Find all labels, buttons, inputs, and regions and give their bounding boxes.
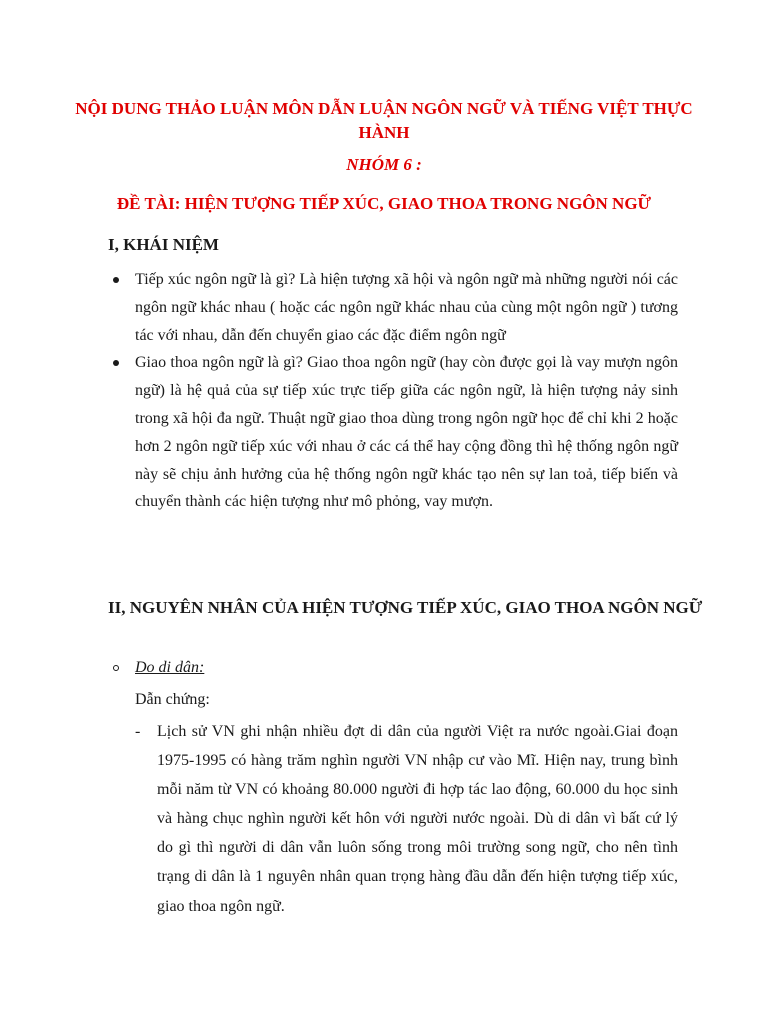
document-title: NỘI DUNG THẢO LUẬN MÔN DẪN LUẬN NGÔN NGỮ VÀ TIẾNG VIỆT THỰC HÀNH bbox=[75, 99, 693, 142]
cause-title bbox=[108, 655, 678, 681]
bullet-icon bbox=[113, 277, 119, 283]
group-title: NHÓM 6 : bbox=[346, 155, 422, 174]
list-item bbox=[108, 717, 678, 921]
section-heading-causes: II, NGUYÊN NHÂN CỦA HIỆN TƯỢNG TIẾP XÚC, GIAO THOA NGÔN NGỮ bbox=[108, 598, 703, 617]
topic-title: ĐỀ TÀI: HIỆN TƯỢNG TIẾP XÚC, GIAO THOA TRONG NGÔN NGỮ bbox=[116, 194, 652, 213]
list-item-text: Giao thoa ngôn ngữ là gì? Giao thoa ngôn ngữ (hay còn được gọi là vay mượn ngôn ngữ) là hệ quả của sự tiếp xúc trực tiếp giữa các ngôn ngữ, là hiện tượng nảy sinh trong xã hội đa ngữ. Thuật ngữ giao thoa dùng trong ngôn ngữ học để chỉ khi 2 hoặc hơn 2 ngôn ngữ tiếp xúc với nhau ở các cá thể hay cộng đồng thì hệ thống ngôn ngữ này sẽ chịu ảnh hưởng của hệ thống ngôn ngữ khác tạo nên sự lan toả, tiếp biến và chuyển thành các hiện tượng như mô phỏng, vay mượn. bbox=[135, 354, 678, 511]
section-heading-definition: I, KHÁI NIỆM bbox=[108, 235, 219, 254]
cause-title-text: Do di dân: bbox=[135, 659, 205, 676]
list-item bbox=[108, 349, 678, 516]
list-item-text: Tiếp xúc ngôn ngữ là gì? Là hiện tượng xã hội và ngôn ngữ mà những người nói các ngôn ngữ khác nhau ( hoặc các ngôn ngữ khác nhau của cùng một ngôn ngữ ) tương tác với nhau, dẫn đến chuyển giao các đặc điểm ngôn ngữ bbox=[135, 271, 678, 344]
evidence-label: Dẫn chứng: bbox=[135, 691, 210, 708]
bullet-icon bbox=[113, 360, 119, 366]
definition-list bbox=[108, 266, 678, 516]
list-item bbox=[108, 266, 678, 349]
evidence-list bbox=[108, 717, 678, 921]
list-item-text: Lịch sử VN ghi nhận nhiều đợt di dân của người Việt ra nước ngoài.Giai đoạn 1975-1995 có hàng trăm nghìn người VN nhập cư vào Mĩ. Hiện nay, trung bình mỗi năm từ VN có khoảng 80.000 người đi hợp tác lao động, 60.000 du học sinh và hàng chục nghìn người kết hôn với người nước ngoài. Dù di dân vì bất cứ lý do gì thì người di dân vẫn luôn sống trong môi trường song ngữ, cho nên tình trạng di dân là 1 nguyên nhân quan trọng hàng đầu dẫn đến hiện tượng tiếp xúc, giao thoa ngôn ngữ. bbox=[157, 723, 678, 915]
cause-block bbox=[108, 655, 678, 921]
dash-marker: - bbox=[135, 723, 141, 740]
hollow-bullet-icon bbox=[113, 665, 119, 671]
